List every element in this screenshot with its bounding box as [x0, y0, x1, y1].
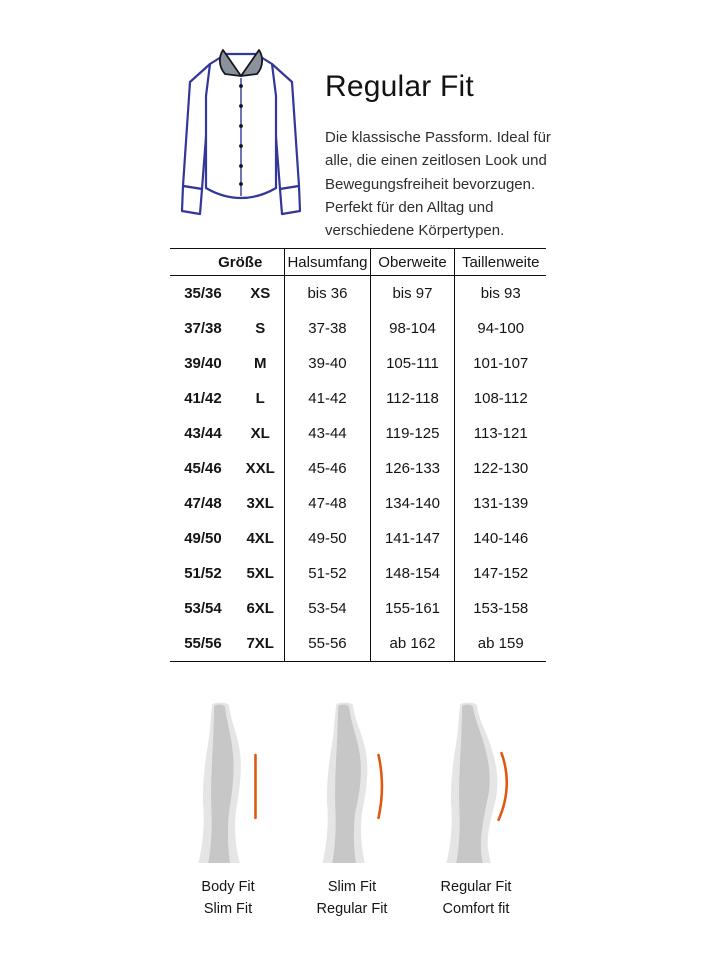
fit-option-slim-regular: [290, 702, 414, 921]
chest-cell: 134-140: [370, 486, 455, 521]
size-table: [170, 248, 546, 662]
waist-cell: 153-158: [455, 591, 546, 626]
chest-cell: ab 162: [370, 626, 455, 662]
neck-cell: 41-42: [285, 381, 370, 416]
fit-label-line: Body Fit: [201, 879, 255, 895]
size-table-row: [170, 311, 546, 346]
size-eu-cell: 55/56: [184, 635, 222, 652]
chest-cell: 141-147: [370, 521, 455, 556]
comfort-body-silhouette-icon: [426, 702, 526, 864]
chest-cell: bis 97: [370, 276, 455, 312]
fit-description: Die klassische Passform. Ideal für alle, die einen zeitlosen Look und Bewegungsfreiheit bevorzugen. Perfekt für den Alltag und verschiedene Körpertypen.: [325, 129, 551, 239]
size-intl-cell: XXL: [245, 460, 275, 477]
waist-cell: ab 159: [455, 626, 546, 662]
size-intl-cell: 3XL: [246, 495, 274, 512]
neck-cell: 49-50: [285, 521, 370, 556]
size-intl-cell: XL: [250, 425, 270, 442]
neck-cell: 47-48: [285, 486, 370, 521]
waist-cell: 131-139: [455, 486, 546, 521]
size-eu-cell: 47/48: [184, 495, 222, 512]
size-intl-cell: 4XL: [246, 530, 274, 547]
waist-cell: 108-112: [455, 381, 546, 416]
size-intl-cell: 5XL: [246, 565, 274, 582]
chest-cell: 112-118: [370, 381, 455, 416]
fit-curve-round: [499, 753, 507, 820]
size-table-row: [170, 486, 546, 521]
fit-curve-slight: [379, 755, 382, 818]
col-header-chest: Oberweite: [370, 249, 455, 276]
fit-label: [201, 876, 254, 921]
fit-label-line: Slim Fit: [327, 879, 377, 895]
size-eu-cell: 37/38: [184, 320, 222, 337]
size-table-row: [170, 626, 546, 662]
page-title: Regular Fit: [325, 70, 474, 103]
neck-cell: 55-56: [285, 626, 370, 662]
waist-cell: 147-152: [455, 556, 546, 591]
neck-cell: 45-46: [285, 451, 370, 486]
chest-cell: 148-154: [370, 556, 455, 591]
neck-cell: 43-44: [285, 416, 370, 451]
fit-comparison-section: [166, 702, 538, 921]
fit-option-regular-comfort: [414, 702, 538, 921]
fit-label-line: Comfort fit: [442, 901, 510, 918]
chest-cell: 126-133: [370, 451, 455, 486]
waist-cell: 101-107: [455, 346, 546, 381]
fit-option-body-slim: [166, 702, 290, 921]
chest-cell: 105-111: [370, 346, 455, 381]
size-table-row: [170, 381, 546, 416]
neck-cell: bis 36: [285, 276, 370, 312]
col-header-waist: Taillenweite: [455, 249, 546, 276]
size-table-body: [170, 276, 546, 662]
col-header-neck: Halsumfang: [285, 249, 370, 276]
size-intl-cell: S: [255, 320, 266, 337]
fit-label: [317, 876, 388, 921]
neck-cell: 53-54: [285, 591, 370, 626]
size-table-row: [170, 591, 546, 626]
size-eu-cell: 53/54: [184, 600, 222, 617]
fit-label-line: Slim Fit: [203, 901, 253, 918]
fit-label-line: Regular Fit: [316, 901, 388, 918]
size-table-row: [170, 556, 546, 591]
size-eu-cell: 49/50: [184, 530, 222, 547]
chest-cell: 119-125: [370, 416, 455, 451]
col-header-size: Größe: [170, 249, 285, 276]
waist-cell: 122-130: [455, 451, 546, 486]
chest-cell: 98-104: [370, 311, 455, 346]
size-eu-cell: 41/42: [184, 390, 222, 407]
fit-label: [441, 876, 512, 921]
size-table-row: [170, 416, 546, 451]
fit-label-line: Regular Fit: [440, 879, 512, 895]
size-table-row: [170, 521, 546, 556]
size-intl-cell: M: [253, 355, 267, 372]
waist-cell: bis 93: [455, 276, 546, 312]
size-eu-cell: 39/40: [184, 355, 222, 372]
neck-cell: 39-40: [285, 346, 370, 381]
size-table-row: [170, 276, 546, 312]
size-table-row: [170, 451, 546, 486]
shirt-icon: [166, 40, 316, 240]
size-intl-cell: 7XL: [246, 635, 274, 652]
waist-cell: 140-146: [455, 521, 546, 556]
slim-body-silhouette-icon: [178, 702, 278, 864]
waist-cell: 94-100: [455, 311, 546, 346]
neck-cell: 37-38: [285, 311, 370, 346]
size-eu-cell: 45/46: [184, 460, 222, 477]
size-eu-cell: 43/44: [184, 425, 222, 442]
shirt-illustration: [166, 40, 316, 240]
neck-cell: 51-52: [285, 556, 370, 591]
size-eu-cell: 51/52: [184, 565, 222, 582]
size-table-row: [170, 346, 546, 381]
size-table-header-row: [170, 249, 546, 276]
size-intl-cell: 6XL: [246, 600, 274, 617]
waist-cell: 113-121: [455, 416, 546, 451]
medium-body-silhouette-icon: [302, 702, 402, 864]
size-intl-cell: XS: [250, 285, 271, 302]
size-intl-cell: L: [255, 390, 265, 407]
chest-cell: 155-161: [370, 591, 455, 626]
size-eu-cell: 35/36: [184, 285, 222, 302]
